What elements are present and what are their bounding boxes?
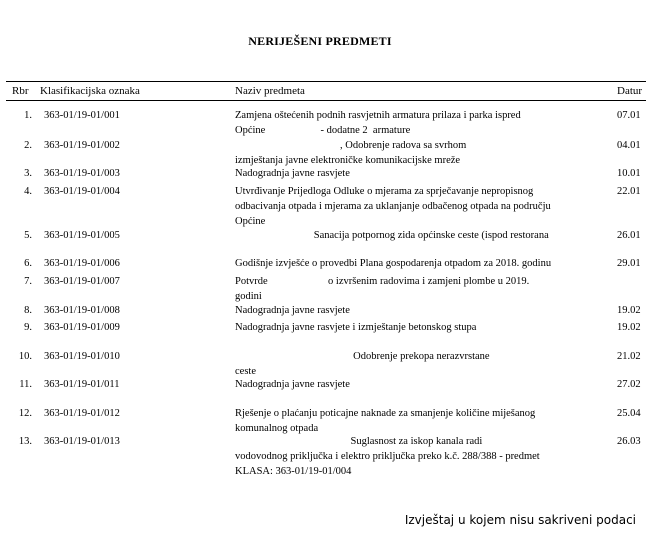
page-title: NERIJEŠENI PREDMETI — [248, 34, 392, 48]
row-datum: 07.01 — [617, 110, 641, 121]
row-naziv — [235, 166, 607, 181]
naziv-line: Zamjena oštećenih podnih rasvjetnih armatura prilaza i parka ispred — [235, 110, 521, 121]
row-klasa: 363-01/19-01/007 — [44, 276, 120, 287]
row-klasa: 363-01/19-01/010 — [44, 351, 120, 362]
naziv-line: ceste — [235, 366, 256, 377]
row-number: 10. — [18, 351, 32, 362]
row-naziv — [235, 108, 607, 138]
row-datum: 29.01 — [617, 258, 641, 269]
row-number: 5. — [24, 230, 32, 241]
row-klasa: 363-01/19-01/012 — [44, 408, 120, 419]
naziv-line: Godišnje izvješće o provedbi Plana gospodarenja otpadom za 2018. godinu — [235, 258, 552, 269]
naziv-line: komunalnog otpada — [235, 423, 319, 434]
naziv-line: Općine - dodatne 2 armature — [235, 125, 411, 136]
row-klasa: 363-01/19-01/009 — [44, 322, 120, 333]
row-naziv — [235, 377, 607, 392]
naziv-line: Nadogradnja javne rasvjete — [235, 379, 350, 390]
naziv-line: Odobrenje prekopa nerazvrstane — [235, 351, 490, 362]
row-number: 1. — [24, 110, 32, 121]
row-klasa: 363-01/19-01/003 — [44, 168, 120, 179]
naziv-line: Nadogradnja javne rasvjete — [235, 305, 350, 316]
naziv-line: Nadogradnja javne rasvjete i izmještanje betonskog stupa — [235, 322, 477, 333]
naziv-line: vodovodnog priključka i elektro priključka preko k.č. 288/388 - predmet — [235, 451, 540, 462]
row-klasa: 363-01/19-01/013 — [44, 436, 120, 447]
row-datum: 25.04 — [617, 408, 641, 419]
row-number: 7. — [24, 276, 32, 287]
header-rbr: Rbr — [12, 85, 29, 97]
row-klasa: 363-01/19-01/006 — [44, 258, 120, 269]
row-naziv — [235, 184, 607, 229]
row-datum: 22.01 — [617, 186, 641, 197]
row-klasa: 363-01/19-01/004 — [44, 186, 120, 197]
header-rule — [6, 100, 646, 101]
row-naziv — [235, 320, 607, 335]
naziv-line: Sanacija potpornog zida općinske ceste (ispod restorana — [235, 230, 549, 241]
row-number: 3. — [24, 168, 32, 179]
row-klasa: 363-01/19-01/002 — [44, 140, 120, 151]
table-top-rule — [6, 81, 646, 82]
naziv-line: Suglasnost za iskop kanala radi — [235, 436, 483, 447]
naziv-line: Općine — [235, 216, 266, 227]
row-number: 2. — [24, 140, 32, 151]
row-datum: 19.02 — [617, 305, 641, 316]
row-naziv — [235, 434, 607, 479]
row-klasa: 363-01/19-01/001 — [44, 110, 120, 121]
row-datum: 10.01 — [617, 168, 641, 179]
row-number: 6. — [24, 258, 32, 269]
row-datum: 04.01 — [617, 140, 641, 151]
header-naziv: Naziv predmeta — [235, 85, 305, 97]
row-klasa: 363-01/19-01/005 — [44, 230, 120, 241]
naziv-line: KLASA: 363-01/19-01/004 — [235, 466, 352, 477]
naziv-line: Potvrde o izvršenim radovima i zamjeni plombe u 2019. — [235, 276, 530, 287]
row-datum: 19.02 — [617, 322, 641, 333]
row-klasa: 363-01/19-01/008 — [44, 305, 120, 316]
row-number: 8. — [24, 305, 32, 316]
naziv-line: Rješenje o plaćanju poticajne naknade za smanjenje količine miješanog — [235, 408, 536, 419]
row-naziv — [235, 406, 607, 436]
naziv-line: Utvrđivanje Prijedloga Odluke o mjerama za sprječavanje nepropisnog — [235, 186, 534, 197]
naziv-line: izmještanja javne elektroničke komunikacijske mreže — [235, 155, 461, 166]
naziv-line: odbacivanja otpada i mjerama za uklanjanje odbačenog otpada na području — [235, 201, 551, 212]
row-number: 12. — [18, 408, 32, 419]
row-datum: 26.03 — [617, 436, 641, 447]
report-note: Izvještaj u kojem nisu sakriveni podaci — [404, 513, 636, 527]
row-naziv — [235, 228, 607, 243]
naziv-line: Nadogradnja javne rasvjete — [235, 168, 350, 179]
row-number: 11. — [19, 379, 32, 390]
row-naziv — [235, 303, 607, 318]
row-naziv — [235, 349, 607, 379]
naziv-line: , Odobrenje radova sa svrhom — [235, 140, 467, 151]
row-klasa: 363-01/19-01/011 — [44, 379, 120, 390]
row-number: 13. — [18, 436, 32, 447]
row-naziv — [235, 256, 607, 271]
header-datum: Datur — [617, 85, 643, 97]
header-klasifikacija: Klasifikacijska oznaka — [40, 85, 140, 97]
row-naziv — [235, 274, 607, 304]
row-datum: 27.02 — [617, 379, 641, 390]
row-number: 4. — [24, 186, 32, 197]
naziv-line: godini — [235, 291, 262, 302]
row-naziv — [235, 138, 607, 168]
row-datum: 26.01 — [617, 230, 641, 241]
row-number: 9. — [24, 322, 32, 333]
row-datum: 21.02 — [617, 351, 641, 362]
